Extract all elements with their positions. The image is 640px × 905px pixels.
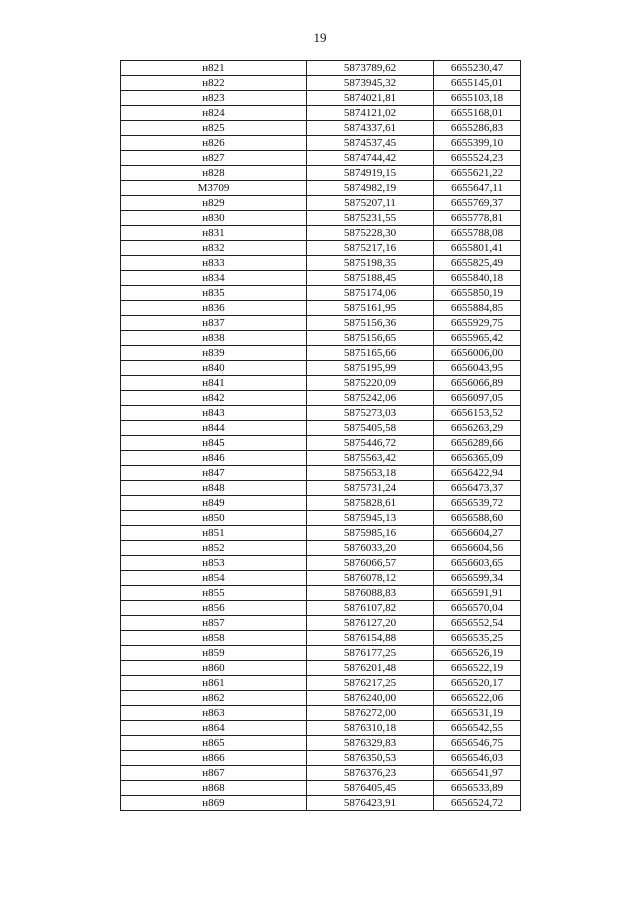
table-row [121,481,521,496]
point-id-cell: н846 [121,451,307,466]
y-coordinate-cell: 6656552,54 [434,616,521,631]
y-coordinate-cell: 6656591,91 [434,586,521,601]
point-id-cell: н853 [121,556,307,571]
y-coordinate-cell: 6656422,94 [434,466,521,481]
point-id-cell: н840 [121,361,307,376]
point-id-cell: н861 [121,676,307,691]
point-id-cell: н857 [121,616,307,631]
x-coordinate-cell: 5875156,36 [307,316,434,331]
x-coordinate-cell: 5876329,83 [307,736,434,751]
y-coordinate-cell: 6656531,19 [434,706,521,721]
table-row [121,436,521,451]
y-coordinate-cell: 6656524,72 [434,796,521,811]
x-coordinate-cell: 5875188,45 [307,271,434,286]
y-coordinate-cell: 6656522,06 [434,691,521,706]
x-coordinate-cell: 5876376,23 [307,766,434,781]
table-row [121,151,521,166]
table-row [121,421,521,436]
point-id-cell: н834 [121,271,307,286]
y-coordinate-cell: 6656066,89 [434,376,521,391]
y-coordinate-cell: 6656520,17 [434,676,521,691]
y-coordinate-cell: 6656153,52 [434,406,521,421]
x-coordinate-cell: 5876272,00 [307,706,434,721]
point-id-cell: н827 [121,151,307,166]
table-row [121,571,521,586]
table-row [121,376,521,391]
y-coordinate-cell: 6655801,41 [434,241,521,256]
y-coordinate-cell: 6656289,66 [434,436,521,451]
y-coordinate-cell: 6655399,10 [434,136,521,151]
point-id-cell: н845 [121,436,307,451]
point-id-cell: н854 [121,571,307,586]
y-coordinate-cell: 6655825,49 [434,256,521,271]
point-id-cell: н828 [121,166,307,181]
y-coordinate-cell: 6656570,04 [434,601,521,616]
table-row [121,76,521,91]
point-id-cell: н836 [121,301,307,316]
point-id-cell: н829 [121,196,307,211]
x-coordinate-cell: 5875653,18 [307,466,434,481]
point-id-cell: М3709 [121,181,307,196]
x-coordinate-cell: 5876127,20 [307,616,434,631]
table-row [121,346,521,361]
y-coordinate-cell: 6656526,19 [434,646,521,661]
point-id-cell: н844 [121,421,307,436]
point-id-cell: н822 [121,76,307,91]
x-coordinate-cell: 5876033,20 [307,541,434,556]
x-coordinate-cell: 5876177,25 [307,646,434,661]
x-coordinate-cell: 5875231,55 [307,211,434,226]
table-row [121,301,521,316]
x-coordinate-cell: 5875217,16 [307,241,434,256]
point-id-cell: н826 [121,136,307,151]
point-id-cell: н832 [121,241,307,256]
table-row [121,556,521,571]
table-row [121,181,521,196]
table-row [121,91,521,106]
x-coordinate-cell: 5875198,35 [307,256,434,271]
point-id-cell: н837 [121,316,307,331]
coordinates-table-body [121,61,521,811]
y-coordinate-cell: 6656473,37 [434,481,521,496]
point-id-cell: н868 [121,781,307,796]
point-id-cell: н856 [121,601,307,616]
point-id-cell: н833 [121,256,307,271]
table-row [121,61,521,76]
table-row [121,496,521,511]
point-id-cell: н830 [121,211,307,226]
x-coordinate-cell: 5876088,83 [307,586,434,601]
table-row [121,526,521,541]
x-coordinate-cell: 5875195,99 [307,361,434,376]
table-row [121,406,521,421]
point-id-cell: н848 [121,481,307,496]
table-row [121,751,521,766]
y-coordinate-cell: 6656006,00 [434,346,521,361]
table-row [121,646,521,661]
point-id-cell: н866 [121,751,307,766]
table-row [121,706,521,721]
x-coordinate-cell: 5875156,65 [307,331,434,346]
x-coordinate-cell: 5874537,45 [307,136,434,151]
table-row [121,616,521,631]
y-coordinate-cell: 6656097,05 [434,391,521,406]
x-coordinate-cell: 5874982,19 [307,181,434,196]
y-coordinate-cell: 6655103,18 [434,91,521,106]
point-id-cell: н825 [121,121,307,136]
x-coordinate-cell: 5876350,53 [307,751,434,766]
table-row [121,316,521,331]
point-id-cell: н850 [121,511,307,526]
table-row [121,106,521,121]
x-coordinate-cell: 5875945,13 [307,511,434,526]
table-row [121,691,521,706]
table-row [121,331,521,346]
y-coordinate-cell: 6655884,85 [434,301,521,316]
point-id-cell: н851 [121,526,307,541]
table-row [121,256,521,271]
x-coordinate-cell: 5875563,42 [307,451,434,466]
y-coordinate-cell: 6656043,95 [434,361,521,376]
x-coordinate-cell: 5876310,18 [307,721,434,736]
table-row [121,391,521,406]
x-coordinate-cell: 5874744,42 [307,151,434,166]
y-coordinate-cell: 6655850,19 [434,286,521,301]
point-id-cell: н863 [121,706,307,721]
point-id-cell: н835 [121,286,307,301]
x-coordinate-cell: 5875228,30 [307,226,434,241]
y-coordinate-cell: 6655965,42 [434,331,521,346]
x-coordinate-cell: 5875207,11 [307,196,434,211]
y-coordinate-cell: 6655840,18 [434,271,521,286]
y-coordinate-cell: 6656588,60 [434,511,521,526]
point-id-cell: н862 [121,691,307,706]
y-coordinate-cell: 6656604,56 [434,541,521,556]
x-coordinate-cell: 5875242,06 [307,391,434,406]
point-id-cell: н831 [121,226,307,241]
point-id-cell: н867 [121,766,307,781]
table-row [121,136,521,151]
table-row [121,361,521,376]
x-coordinate-cell: 5875165,66 [307,346,434,361]
y-coordinate-cell: 6656522,19 [434,661,521,676]
y-coordinate-cell: 6655168,01 [434,106,521,121]
point-id-cell: н859 [121,646,307,661]
table-row [121,586,521,601]
point-id-cell: н858 [121,631,307,646]
y-coordinate-cell: 6655230,47 [434,61,521,76]
table-row [121,511,521,526]
x-coordinate-cell: 5873789,62 [307,61,434,76]
table-row [121,766,521,781]
table-row [121,196,521,211]
x-coordinate-cell: 5876201,48 [307,661,434,676]
x-coordinate-cell: 5874121,02 [307,106,434,121]
y-coordinate-cell: 6656365,09 [434,451,521,466]
point-id-cell: н852 [121,541,307,556]
point-id-cell: н839 [121,346,307,361]
x-coordinate-cell: 5874337,61 [307,121,434,136]
x-coordinate-cell: 5875731,24 [307,481,434,496]
x-coordinate-cell: 5875985,16 [307,526,434,541]
table-row [121,241,521,256]
point-id-cell: н865 [121,736,307,751]
point-id-cell: н864 [121,721,307,736]
y-coordinate-cell: 6655145,01 [434,76,521,91]
x-coordinate-cell: 5876405,45 [307,781,434,796]
table-row [121,451,521,466]
point-id-cell: н823 [121,91,307,106]
x-coordinate-cell: 5873945,32 [307,76,434,91]
y-coordinate-cell: 6655929,75 [434,316,521,331]
table-row [121,541,521,556]
y-coordinate-cell: 6655788,08 [434,226,521,241]
y-coordinate-cell: 6655778,81 [434,211,521,226]
table-row [121,796,521,811]
y-coordinate-cell: 6655524,23 [434,151,521,166]
y-coordinate-cell: 6656535,25 [434,631,521,646]
table-row [121,286,521,301]
y-coordinate-cell: 6656263,29 [434,421,521,436]
point-id-cell: н860 [121,661,307,676]
x-coordinate-cell: 5875446,72 [307,436,434,451]
table-row [121,226,521,241]
x-coordinate-cell: 5875405,58 [307,421,434,436]
x-coordinate-cell: 5875828,61 [307,496,434,511]
point-id-cell: н841 [121,376,307,391]
point-id-cell: н824 [121,106,307,121]
coordinates-table [120,60,521,811]
table-row [121,631,521,646]
y-coordinate-cell: 6656599,34 [434,571,521,586]
y-coordinate-cell: 6655621,22 [434,166,521,181]
y-coordinate-cell: 6656603,65 [434,556,521,571]
y-coordinate-cell: 6656546,75 [434,736,521,751]
table-row [121,676,521,691]
y-coordinate-cell: 6656542,55 [434,721,521,736]
y-coordinate-cell: 6656539,72 [434,496,521,511]
point-id-cell: н855 [121,586,307,601]
table-row [121,121,521,136]
x-coordinate-cell: 5875220,09 [307,376,434,391]
x-coordinate-cell: 5875161,95 [307,301,434,316]
y-coordinate-cell: 6655286,83 [434,121,521,136]
point-id-cell: н821 [121,61,307,76]
table-row [121,721,521,736]
point-id-cell: н849 [121,496,307,511]
table-row [121,211,521,226]
table-row [121,601,521,616]
x-coordinate-cell: 5876423,91 [307,796,434,811]
point-id-cell: н847 [121,466,307,481]
y-coordinate-cell: 6656546,03 [434,751,521,766]
x-coordinate-cell: 5876078,12 [307,571,434,586]
y-coordinate-cell: 6656533,89 [434,781,521,796]
y-coordinate-cell: 6655769,37 [434,196,521,211]
x-coordinate-cell: 5874021,81 [307,91,434,106]
table-row [121,736,521,751]
x-coordinate-cell: 5876154,88 [307,631,434,646]
point-id-cell: н869 [121,796,307,811]
x-coordinate-cell: 5876240,00 [307,691,434,706]
y-coordinate-cell: 6656604,27 [434,526,521,541]
y-coordinate-cell: 6655647,11 [434,181,521,196]
table-row [121,661,521,676]
y-coordinate-cell: 6656541,97 [434,766,521,781]
x-coordinate-cell: 5875273,03 [307,406,434,421]
x-coordinate-cell: 5875174,06 [307,286,434,301]
table-row [121,781,521,796]
x-coordinate-cell: 5876107,82 [307,601,434,616]
x-coordinate-cell: 5876066,57 [307,556,434,571]
x-coordinate-cell: 5876217,25 [307,676,434,691]
page-number: 19 [313,30,327,45]
table-row [121,166,521,181]
x-coordinate-cell: 5874919,15 [307,166,434,181]
point-id-cell: н842 [121,391,307,406]
point-id-cell: н843 [121,406,307,421]
table-row [121,466,521,481]
table-row [121,271,521,286]
point-id-cell: н838 [121,331,307,346]
